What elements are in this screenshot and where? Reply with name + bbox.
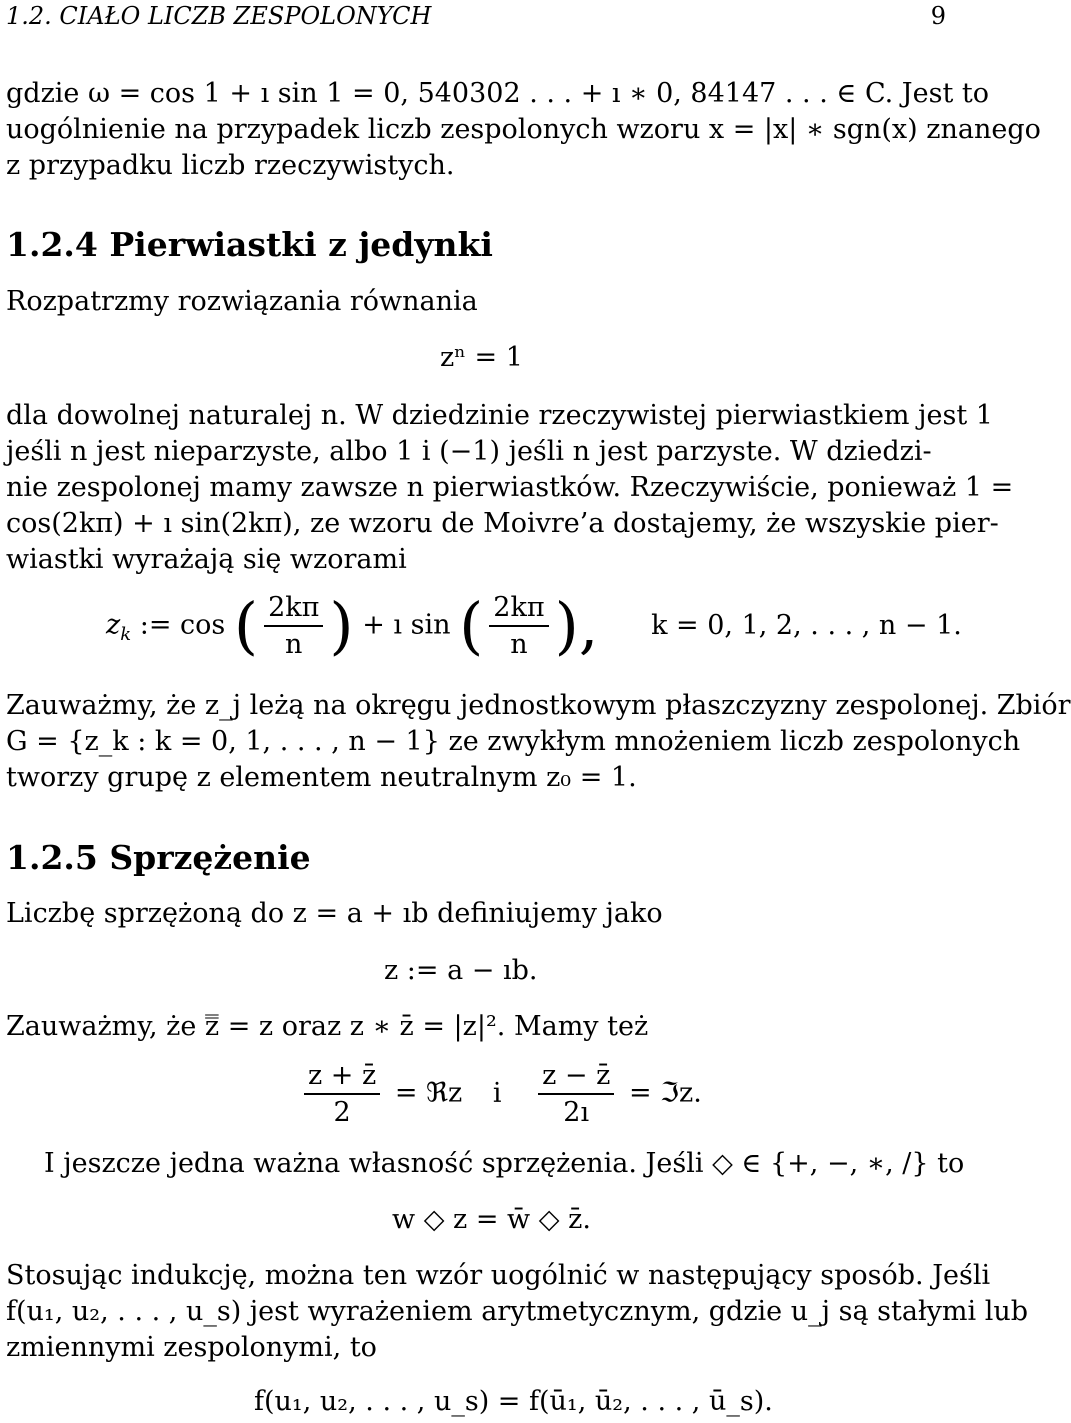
- running-header: 1.2. CIAŁO LICZB ZESPOLONYCH: [6, 2, 432, 30]
- para-line-3: nie zespolonej mamy zawsze n pierwiastków. Rzeczywiście, ponieważ 1 =: [6, 472, 1014, 503]
- fraction-numerator: 2kπ: [489, 592, 548, 627]
- property-line: I jeszcze jedna ważna własność sprzężenia. Jeśli ◇ ∈ {+, −, ∗, /} to: [44, 1148, 965, 1179]
- intro-line-2: uogólnienie na przypadek liczb zespolonych wzoru x = |x| ∗ sgn(x) znanego: [6, 114, 1041, 145]
- para-line-5: wiastki wyrażają się wzorami: [6, 544, 407, 575]
- page-number: 9: [930, 2, 946, 30]
- group-line-1: Zauważmy, że z_j leżą na okręgu jednostkowym płaszczyzny zespolonej. Zbiór: [6, 690, 1071, 721]
- fraction-denominator: 2: [333, 1097, 351, 1128]
- conjugate-note: Zauważmy, że z̿ = z oraz z ∗ z̄ = |z|². Mamy też: [6, 1011, 649, 1042]
- imaginary-part: = ℑz.: [628, 1077, 702, 1109]
- property-equation: w ◇ z = w̄ ◇ z̄.: [392, 1204, 591, 1235]
- intro-line-1: gdzie ω = cos 1 + ı sin 1 = 0, 540302 . . . + ı ∗ 0, 84147 . . . ∈ C. Jest to: [6, 78, 990, 109]
- induction-line-2: f(u₁, u₂, . . . , u_s) jest wyrażeniem arytmetycznym, gdzie u_j są stałymi lub: [6, 1296, 1029, 1327]
- roots-lhs: z: [106, 609, 121, 641]
- intro-line-3: z przypadku liczb rzeczywistych.: [6, 150, 455, 181]
- section-heading-125: 1.2.5 Sprzężenie: [6, 838, 311, 877]
- fraction-numerator: z + z̄: [304, 1060, 380, 1095]
- fraction-denominator: n: [510, 629, 528, 660]
- fraction-denominator: 2ı: [563, 1097, 590, 1128]
- group-line-3: tworzy grupę z elementem neutralnym z₀ = 1.: [6, 762, 637, 793]
- fraction-cos-arg: [264, 592, 323, 660]
- fraction-im: [538, 1060, 614, 1128]
- right-paren-2: ),: [554, 589, 599, 662]
- fraction-sin-arg: [489, 592, 548, 660]
- roots-range: k = 0, 1, 2, . . . , n − 1.: [651, 609, 962, 641]
- equation-zn: zⁿ = 1: [440, 342, 523, 373]
- para-line-2: jeśli n jest nieparzyste, albo 1 i (−1) jeśli n jest parzyste. W dziedzi-: [6, 436, 932, 467]
- re-im-formulas: [298, 1060, 702, 1128]
- section-heading-124: 1.2.4 Pierwiastki z jedynki: [6, 225, 493, 264]
- para-line-4: cos(2kπ) + ı sin(2kπ), ze wzoru de Moivre’a dostajemy, że wszyskie pier-: [6, 508, 999, 539]
- fraction-numerator: 2kπ: [264, 592, 323, 627]
- fraction-denominator: n: [285, 629, 303, 660]
- section-124-intro: Rozpatrzmy rozwiązania równania: [6, 286, 478, 317]
- fraction-numerator: z − z̄: [538, 1060, 614, 1095]
- real-part: = ℜz: [394, 1077, 463, 1109]
- final-equation: f(u₁, u₂, . . . , u_s) = f(ū₁, ū₂, . . . , ū_s).: [254, 1386, 773, 1417]
- conjugate-definition: Liczbę sprzężoną do z = a + ıb definiujemy jako: [6, 898, 663, 929]
- conjugate-equation: z := a − ıb.: [384, 955, 538, 986]
- induction-line-3: zmiennymi zespolonymi, to: [6, 1332, 377, 1363]
- left-paren-1: (: [233, 589, 259, 662]
- roots-sin: + ı sin: [362, 609, 451, 641]
- right-paren-1: ): [329, 589, 354, 662]
- roots-lhs-sub: k: [120, 623, 132, 645]
- induction-line-1: Stosując indukcję, można ten wzór uogólnić w następujący sposób. Jeśli: [6, 1260, 991, 1291]
- para-line-1: dla dowolnej naturalej n. W dziedzinie rzeczywistej pierwiastkiem jest 1: [6, 400, 993, 431]
- fraction-re: [304, 1060, 380, 1128]
- roots-formula: [106, 589, 962, 662]
- roots-cos: := cos: [139, 609, 226, 641]
- conjunction-i: i: [492, 1077, 502, 1109]
- group-line-2: G = {z_k : k = 0, 1, . . . , n − 1} ze zwykłym mnożeniem liczb zespolonych: [6, 726, 1021, 757]
- left-paren-2: (: [459, 589, 484, 662]
